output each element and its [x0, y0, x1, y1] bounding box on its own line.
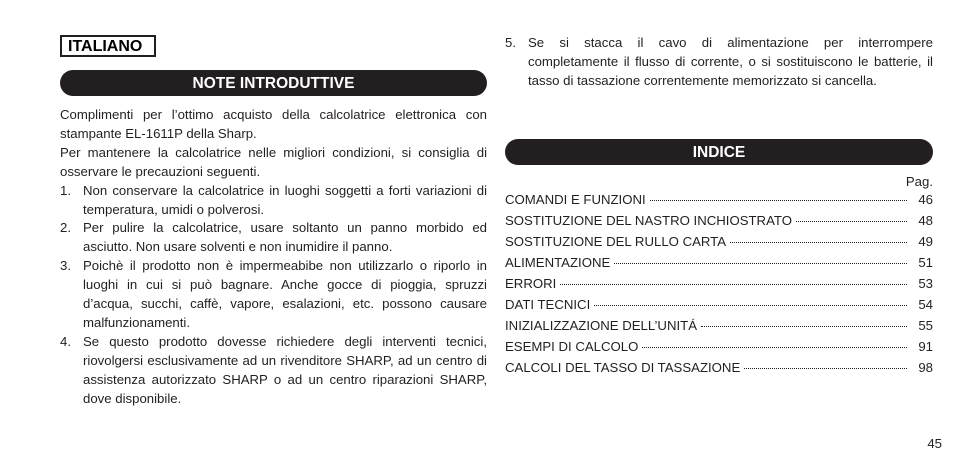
intro-heading: NOTE INTRODUTTIVE [60, 70, 487, 96]
precautions-list-continued [505, 34, 933, 91]
toc-entry[interactable] [505, 213, 933, 234]
toc-entry[interactable] [505, 234, 933, 255]
toc-entry-page: 55 [918, 318, 933, 333]
language-label: ITALIANO [60, 35, 156, 57]
leader-dots [642, 347, 907, 348]
toc-entry-label: ERRORI [505, 276, 557, 291]
toc-entry-page: 48 [918, 213, 933, 228]
leader-dots [701, 326, 907, 327]
page-column-header: Pag. [905, 174, 933, 189]
toc-entry-label: SOSTITUZIONE DEL NASTRO INCHIOSTRATO [505, 213, 792, 228]
toc-entry[interactable] [505, 360, 933, 381]
toc-entry[interactable] [505, 318, 933, 339]
toc-entry[interactable] [505, 276, 933, 297]
toc-entry-page: 91 [918, 339, 933, 354]
toc-entry-label: ALIMENTAZIONE [505, 255, 611, 270]
leader-dots [650, 200, 907, 201]
toc-entry[interactable] [505, 255, 933, 276]
item-number: 1. [60, 182, 71, 198]
item-text: Se si stacca il cavo di alimentazione per interrompere completamente il flusso di corrente, o si sostituiscono le batterie, il tasso di tassazione correntemente memorizzato si cancella. [528, 35, 933, 88]
toc-entry-page: 53 [918, 276, 933, 291]
toc-entry-label: COMANDI E FUNZIONI [505, 192, 646, 207]
toc-entry-page: 54 [918, 297, 933, 312]
intro-column [60, 106, 487, 409]
item-number: 4. [60, 333, 71, 349]
precautions-list [60, 182, 487, 409]
toc-entry[interactable] [505, 339, 933, 360]
toc-entry-page: 98 [918, 360, 933, 375]
toc-entry-label: ESEMPI DI CALCOLO [505, 339, 639, 354]
toc-entry-page: 49 [918, 234, 933, 249]
item-number: 3. [60, 258, 71, 274]
toc-entry[interactable] [505, 297, 933, 318]
intro-paragraph-2: Per mantenere la calcolatrice nelle migliori condizioni, si consiglia di osservare le precauzioni seguenti. [60, 144, 487, 179]
index-heading: INDICE [505, 139, 933, 165]
leader-dots [744, 368, 907, 369]
toc-entry-label: CALCOLI DEL TASSO DI TASSAZIONE [505, 360, 741, 375]
item-text: Non conservare la calcolatrice in luoghi soggetti a forti variazioni di temperatura, umidi o polverosi. [83, 182, 487, 217]
precaution-item [505, 34, 933, 91]
item-number: 5. [505, 35, 516, 50]
precaution-item [60, 257, 487, 333]
leader-dots [796, 221, 907, 222]
precaution-item [60, 333, 487, 409]
leader-dots [730, 242, 907, 243]
toc-entry-page: 46 [918, 192, 933, 207]
precaution-item [60, 219, 487, 257]
toc-entry-label: DATI TECNICI [505, 297, 591, 312]
toc-entry[interactable] [505, 192, 933, 213]
leader-dots [614, 263, 907, 264]
toc-entry-page: 51 [918, 255, 933, 270]
leader-dots [560, 284, 907, 285]
item-number: 2. [60, 220, 71, 236]
precaution-item [60, 182, 487, 220]
item-text: Per pulire la calcolatrice, usare soltanto un panno morbido ed asciutto. Non usare solventi e non inumidire il panno. [83, 220, 487, 255]
intro-continued-column [505, 34, 933, 91]
leader-dots [594, 305, 907, 306]
item-text: Se questo prodotto dovesse richiedere degli interventi tecnici, riovolgersi esclusivamente ad un rivenditore SHARP, ad un centro di assistenza autorizzato SHARP o ad un centro riparazioni SHARP, dove disponibile. [83, 333, 487, 406]
item-text: Poichè il prodotto non è impermeabibe non utilizzarlo o riporlo in luoghi in cui si può bagnare. Anche gocce di pioggia, spruzzi d’acqua, succhi, caffè, vapore, esalazioni, etc. possono causare malfunzionamenti. [83, 258, 487, 330]
toc-entry-label: INIZIALIZZAZIONE DELL’UNITÁ [505, 318, 697, 333]
intro-paragraph-1: Complimenti per l’ottimo acquisto della calcolatrice elettronica con stampante EL-1611P della Sharp. [60, 107, 487, 141]
toc-entry-label: SOSTITUZIONE DEL RULLO CARTA [505, 234, 727, 249]
page-number: 45 [927, 436, 942, 451]
table-of-contents [505, 192, 933, 381]
